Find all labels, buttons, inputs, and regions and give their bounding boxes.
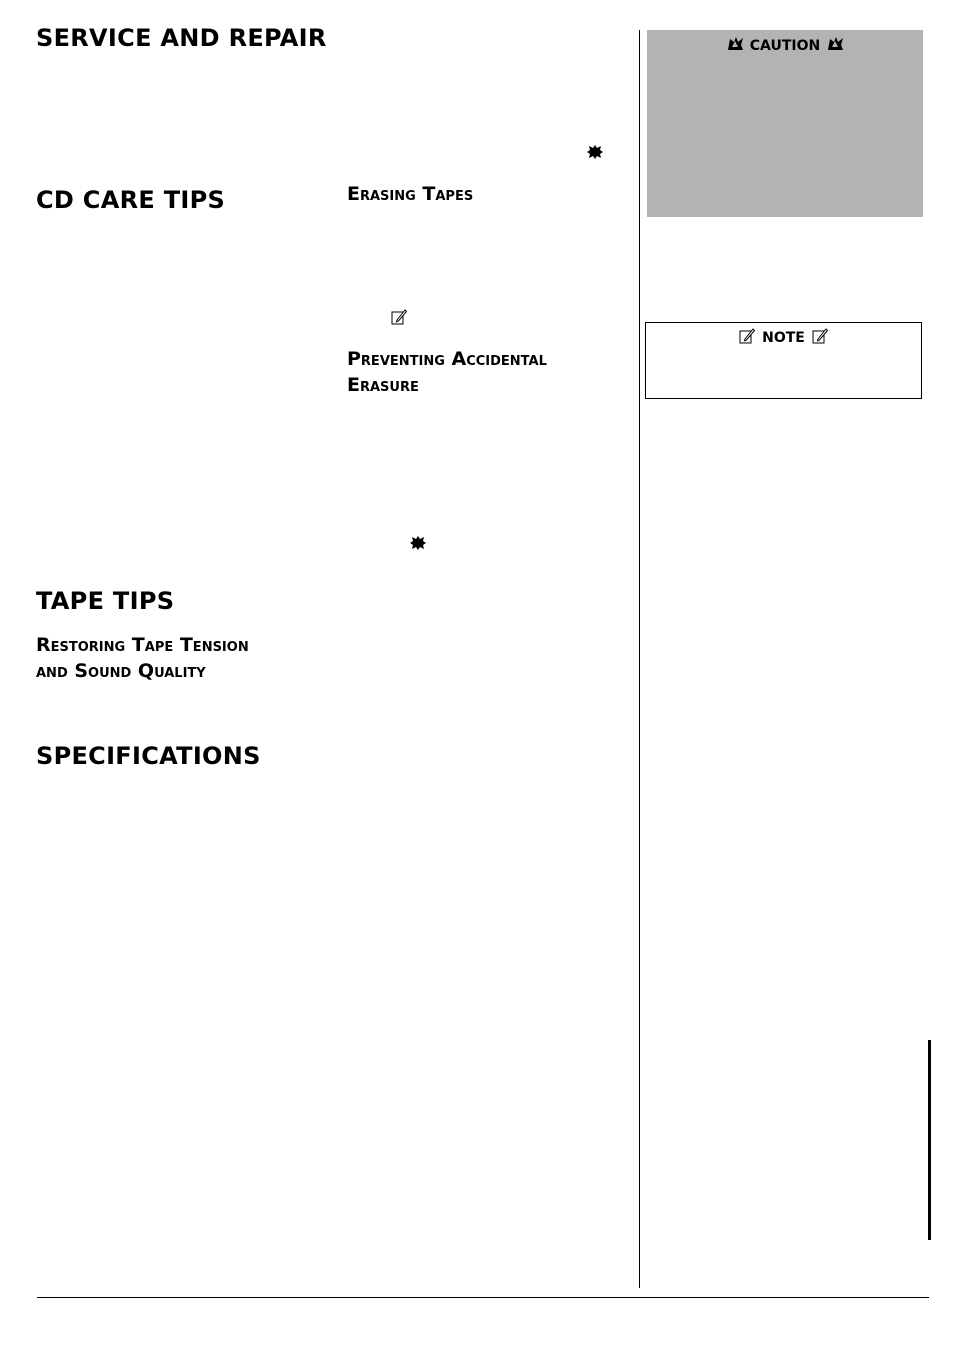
caution-box (647, 30, 923, 217)
end-of-text-burst-icon (409, 535, 427, 555)
heading-cd-care-tips: CD CARE TIPS (36, 186, 226, 214)
end-of-text-burst-icon (586, 144, 604, 164)
subheading-erasing-tapes: Erasing Tapes (347, 183, 474, 205)
section-edge-bar (928, 1040, 931, 1240)
heading-tape-tips: TAPE TIPS (36, 587, 175, 615)
pencil-note-icon (811, 327, 829, 349)
subheading-restoring-tape-tension: Restoring Tape Tension and Sound Quality (36, 634, 249, 682)
heading-specifications: SPECIFICATIONS (36, 742, 261, 770)
footer-rule (37, 1297, 929, 1298)
caution-burst-icon (826, 36, 844, 56)
note-box (645, 322, 922, 399)
caution-title: CAUTION (647, 36, 923, 56)
note-title: NOTE (646, 327, 921, 349)
subheading-preventing-accidental-erasure: Preventing Accidental Erasure (347, 348, 547, 396)
pencil-note-icon (738, 327, 756, 349)
caution-burst-icon (726, 36, 744, 56)
heading-service-and-repair: SERVICE AND REPAIR (36, 24, 327, 52)
pencil-note-icon (390, 308, 408, 330)
column-divider (639, 30, 640, 1288)
